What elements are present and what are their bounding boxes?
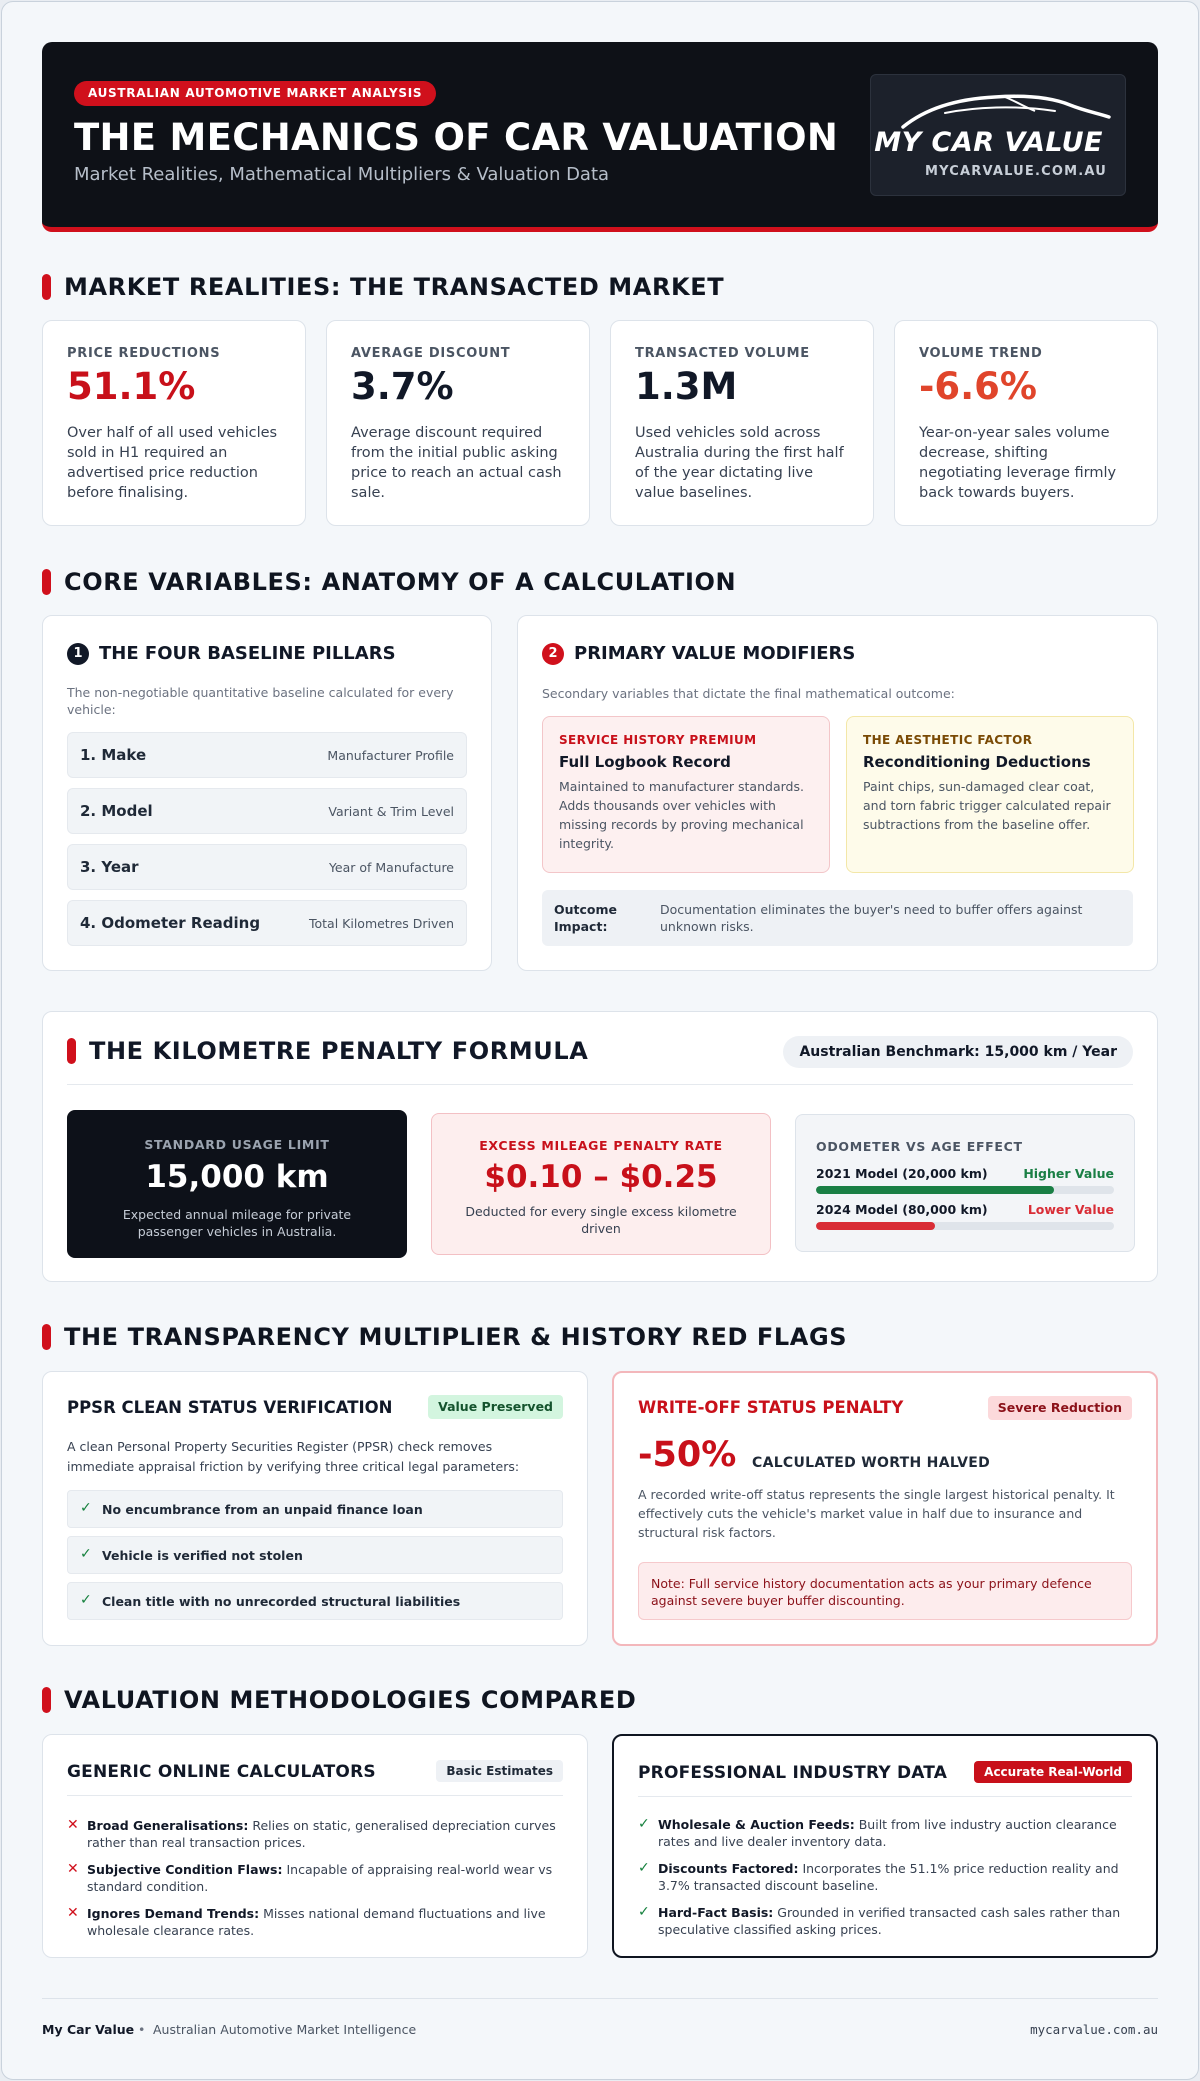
odometer-model: 2021 Model (20,000 km)	[816, 1166, 988, 1181]
penalty-percentage-label: CALCULATED WORTH HALVED	[752, 1455, 991, 1471]
card-note: The non-negotiable quantitative baseline calculated for every vehicle:	[67, 685, 454, 717]
card-title: PPSR CLEAN STATUS VERIFICATION	[67, 1398, 393, 1417]
penalty-value: $0.10 – $0.25	[484, 1159, 718, 1195]
outcome-text: Documentation eliminates the buyer's need to buffer offers against unknown risks.	[660, 902, 1083, 934]
check-item	[67, 1490, 563, 1528]
stat-description: Average discount required from the initial public asking price to reach an actual cash sale.	[351, 425, 562, 501]
heading-accent-bar	[42, 274, 51, 300]
section-heading-methods	[42, 1685, 1158, 1715]
stat-label: AVERAGE DISCOUNT	[351, 346, 511, 361]
checkmark-icon: ✓	[638, 1860, 650, 1876]
footer-separator: •	[138, 2022, 146, 2037]
modifier-kicker: THE AESTHETIC FACTOR	[863, 733, 1033, 747]
method-item-body: Built from live industry auction clearance rates and live dealer inventory data.	[658, 1817, 1117, 1849]
value-bar-fill	[816, 1186, 1054, 1194]
pillar-name: 2. Model	[80, 802, 153, 820]
checkmark-icon: ✓	[638, 1904, 650, 1920]
service-history-box	[542, 716, 830, 873]
odometer-row-2021	[816, 1166, 1114, 1196]
odometer-status: Higher Value	[1023, 1166, 1114, 1181]
footer-url-link[interactable]: mycarvalue.com.au	[1030, 2022, 1158, 2037]
footer-brand[interactable]: My Car Value	[42, 2022, 135, 2037]
card-description: A recorded write-off status represents the single largest historical penalty. It effectively cuts the vehicle's market value in half due to insurance and structural risk factors.	[638, 1487, 1115, 1540]
method-item-text	[87, 1861, 557, 1895]
card-note: Secondary variables that dictate the final mathematical outcome:	[542, 686, 955, 701]
method-badge: Accurate Real-World	[974, 1761, 1132, 1783]
odometer-age-box	[795, 1114, 1135, 1252]
card-title: GENERIC ONLINE CALCULATORS	[67, 1762, 376, 1782]
check-text: No encumbrance from an unpaid finance loan	[102, 1502, 423, 1517]
status-badge: Severe Reduction	[988, 1396, 1132, 1420]
section-heading-market	[42, 272, 1158, 302]
pillar-item-model	[67, 788, 467, 834]
check-item	[67, 1536, 563, 1574]
section-heading-transparency	[42, 1322, 1158, 1352]
value-bar-track	[816, 1222, 1114, 1230]
ppsr-verification-card	[42, 1371, 588, 1646]
category-badge: AUSTRALIAN AUTOMOTIVE MARKET ANALYSIS	[74, 81, 436, 106]
standard-usage-box	[67, 1110, 407, 1258]
stat-description: Used vehicles sold across Australia during the first half of the year dictating live value baselines.	[635, 425, 844, 501]
usage-value: 15,000 km	[145, 1159, 329, 1195]
penalty-percentage: -50%	[638, 1435, 737, 1475]
section-title: THE KILOMETRE PENALTY FORMULA	[89, 1037, 589, 1065]
modifier-kicker: SERVICE HISTORY PREMIUM	[559, 733, 757, 747]
value-bar-fill	[816, 1222, 935, 1230]
method-item-text	[658, 1860, 1128, 1894]
stat-value: 51.1%	[67, 365, 196, 408]
brand-url[interactable]: MYCARVALUE.COM.AU	[924, 164, 1107, 179]
hero-banner	[42, 42, 1158, 232]
warning-note-text: Note: Full service history documentation acts as your primary defence against severe buyer buffer discounting.	[651, 1576, 1092, 1608]
method-item-text	[658, 1904, 1128, 1938]
section-title: MARKET REALITIES: THE TRANSACTED MARKET	[64, 273, 725, 301]
odometer-status: Lower Value	[1027, 1202, 1114, 1217]
page-title: THE MECHANICS OF CAR VALUATION	[74, 116, 839, 159]
checkmark-icon: ✓	[80, 1546, 92, 1562]
card-title: WRITE-OFF STATUS PENALTY	[638, 1398, 904, 1417]
checkmark-icon: ✓	[80, 1500, 92, 1516]
heading-accent-bar	[42, 1687, 51, 1713]
kilometre-penalty-card	[42, 1011, 1158, 1282]
divider	[638, 1796, 1132, 1797]
method-item-body: Relies on static, generalised depreciation curves rather than real transaction prices.	[87, 1818, 556, 1850]
card-title: PROFESSIONAL INDUSTRY DATA	[638, 1763, 948, 1783]
stat-description: Over half of all used vehicles sold in H1 required an advertised price reduction before finalising.	[67, 425, 278, 501]
pillar-description: Manufacturer Profile	[327, 748, 454, 763]
check-text: Vehicle is verified not stolen	[102, 1548, 303, 1563]
usage-description: Expected annual mileage for private passenger vehicles in Australia.	[122, 1207, 352, 1239]
stat-card-volume-trend	[894, 320, 1158, 526]
divider	[67, 1084, 1133, 1085]
outcome-label: Outcome Impact:	[554, 902, 618, 934]
method-item-text	[658, 1816, 1128, 1850]
stat-card-transacted-volume	[610, 320, 874, 526]
method-item-body: Incorporates the 51.1% price reduction reality and 3.7% transacted discount baseline.	[658, 1861, 1119, 1893]
method-item-heading: Ignores Demand Trends:	[87, 1906, 260, 1921]
stat-description: Year-on-year sales volume decrease, shifting negotiating leverage firmly back towards buyers.	[919, 425, 1117, 501]
generic-calculators-card	[42, 1734, 588, 1958]
odometer-model: 2024 Model (80,000 km)	[816, 1202, 988, 1217]
check-item	[67, 1582, 563, 1620]
step-number-badge: 2	[542, 643, 564, 665]
stat-value: 1.3M	[635, 365, 738, 408]
brand-logo[interactable]	[870, 74, 1126, 196]
section-title: VALUATION METHODOLOGIES COMPARED	[64, 1686, 637, 1714]
pillar-description: Variant & Trim Level	[328, 804, 454, 819]
stat-label: PRICE REDUCTIONS	[67, 346, 221, 361]
benchmark-badge: Australian Benchmark: 15,000 km / Year	[783, 1036, 1133, 1068]
stat-card-price-reductions	[42, 320, 306, 526]
cross-icon: ✕	[67, 1861, 79, 1877]
method-item-body: Incapable of appraising real-world wear vs standard condition.	[87, 1862, 553, 1894]
modifier-title: Reconditioning Deductions	[863, 753, 1091, 771]
page-subtitle: Market Realities, Mathematical Multipliers & Valuation Data	[74, 164, 610, 185]
heading-accent-bar	[67, 1038, 76, 1064]
pillar-description: Year of Manufacture	[328, 860, 454, 875]
card-description: A clean Personal Property Securities Register (PPSR) check removes immediate appraisal friction by verifying three critical legal parameters:	[67, 1439, 520, 1474]
method-item-body: Grounded in verified transacted cash sales rather than speculative classified asking prices.	[658, 1905, 1121, 1937]
odometer-row-2024	[816, 1202, 1114, 1232]
stat-value: -6.6%	[919, 365, 1037, 408]
pillar-name: 1. Make	[80, 746, 147, 764]
pillar-description: Total Kilometres Driven	[308, 916, 454, 931]
pillar-name: 3. Year	[80, 858, 139, 876]
checkmark-icon: ✓	[80, 1592, 92, 1608]
method-item-heading: Discounts Factored:	[658, 1861, 799, 1876]
method-item-heading: Broad Generalisations:	[87, 1818, 249, 1833]
footer-divider	[42, 1998, 1158, 1999]
status-badge: Value Preserved	[428, 1395, 563, 1419]
odometer-label: ODOMETER VS AGE EFFECT	[816, 1139, 1023, 1154]
method-item-heading: Subjective Condition Flaws:	[87, 1862, 283, 1877]
footer-tagline: Australian Automotive Market Intelligence	[153, 2022, 417, 2037]
method-item-text	[87, 1905, 557, 1939]
modifier-title: Full Logbook Record	[559, 753, 731, 771]
pillar-name: 4. Odometer Reading	[80, 914, 261, 932]
modifier-description: Paint chips, sun-damaged clear coat, and torn fabric trigger calculated repair subtractions from the baseline offer.	[863, 779, 1111, 832]
pillar-item-make	[67, 732, 467, 778]
heading-accent-bar	[42, 1324, 51, 1350]
cross-icon: ✕	[67, 1905, 79, 1921]
value-bar-track	[816, 1186, 1114, 1194]
section-title: THE TRANSPARENCY MULTIPLIER & HISTORY RED FLAGS	[64, 1323, 848, 1351]
method-item-heading: Hard-Fact Basis:	[658, 1905, 774, 1920]
stat-label: TRANSACTED VOLUME	[635, 346, 810, 361]
method-item-heading: Wholesale & Auction Feeds:	[658, 1817, 855, 1832]
outcome-impact-box	[542, 890, 1133, 946]
usage-label: STANDARD USAGE LIMIT	[144, 1137, 330, 1152]
stat-card-average-discount	[326, 320, 590, 526]
method-badge: Basic Estimates	[436, 1760, 563, 1782]
card-title: THE FOUR BASELINE PILLARS	[99, 643, 396, 664]
penalty-description: Deducted for every single excess kilometre driven	[465, 1204, 737, 1236]
aesthetic-factor-box	[846, 716, 1134, 873]
penalty-label: EXCESS MILEAGE PENALTY RATE	[479, 1138, 723, 1153]
value-modifiers-card	[517, 615, 1158, 971]
card-title: PRIMARY VALUE MODIFIERS	[574, 643, 856, 664]
penalty-rate-box	[431, 1113, 771, 1255]
heading-accent-bar	[42, 569, 51, 595]
stat-label: VOLUME TREND	[919, 346, 1043, 361]
baseline-pillars-card	[42, 615, 492, 971]
method-item-body: Misses national demand fluctuations and live wholesale clearance rates.	[87, 1906, 546, 1938]
method-item-text	[87, 1817, 557, 1851]
write-off-penalty-card	[612, 1371, 1158, 1646]
professional-data-card	[612, 1734, 1158, 1958]
divider	[67, 1795, 563, 1796]
warning-note	[638, 1562, 1132, 1620]
brand-logo-text: MY CAR VALUE	[874, 127, 1103, 158]
section-heading-core	[42, 567, 1158, 597]
section-title: CORE VARIABLES: ANATOMY OF A CALCULATION	[64, 568, 737, 596]
stat-value: 3.7%	[351, 365, 454, 408]
checkmark-icon: ✓	[638, 1816, 650, 1832]
modifier-description: Maintained to manufacturer standards. Adds thousands over vehicles with missing records by proving mechanical integrity.	[559, 779, 804, 851]
pillar-item-year	[67, 844, 467, 890]
cross-icon: ✕	[67, 1817, 79, 1833]
pillar-item-odometer	[67, 900, 467, 946]
check-text: Clean title with no unrecorded structural liabilities	[102, 1594, 461, 1609]
step-number-badge: 1	[67, 643, 89, 665]
